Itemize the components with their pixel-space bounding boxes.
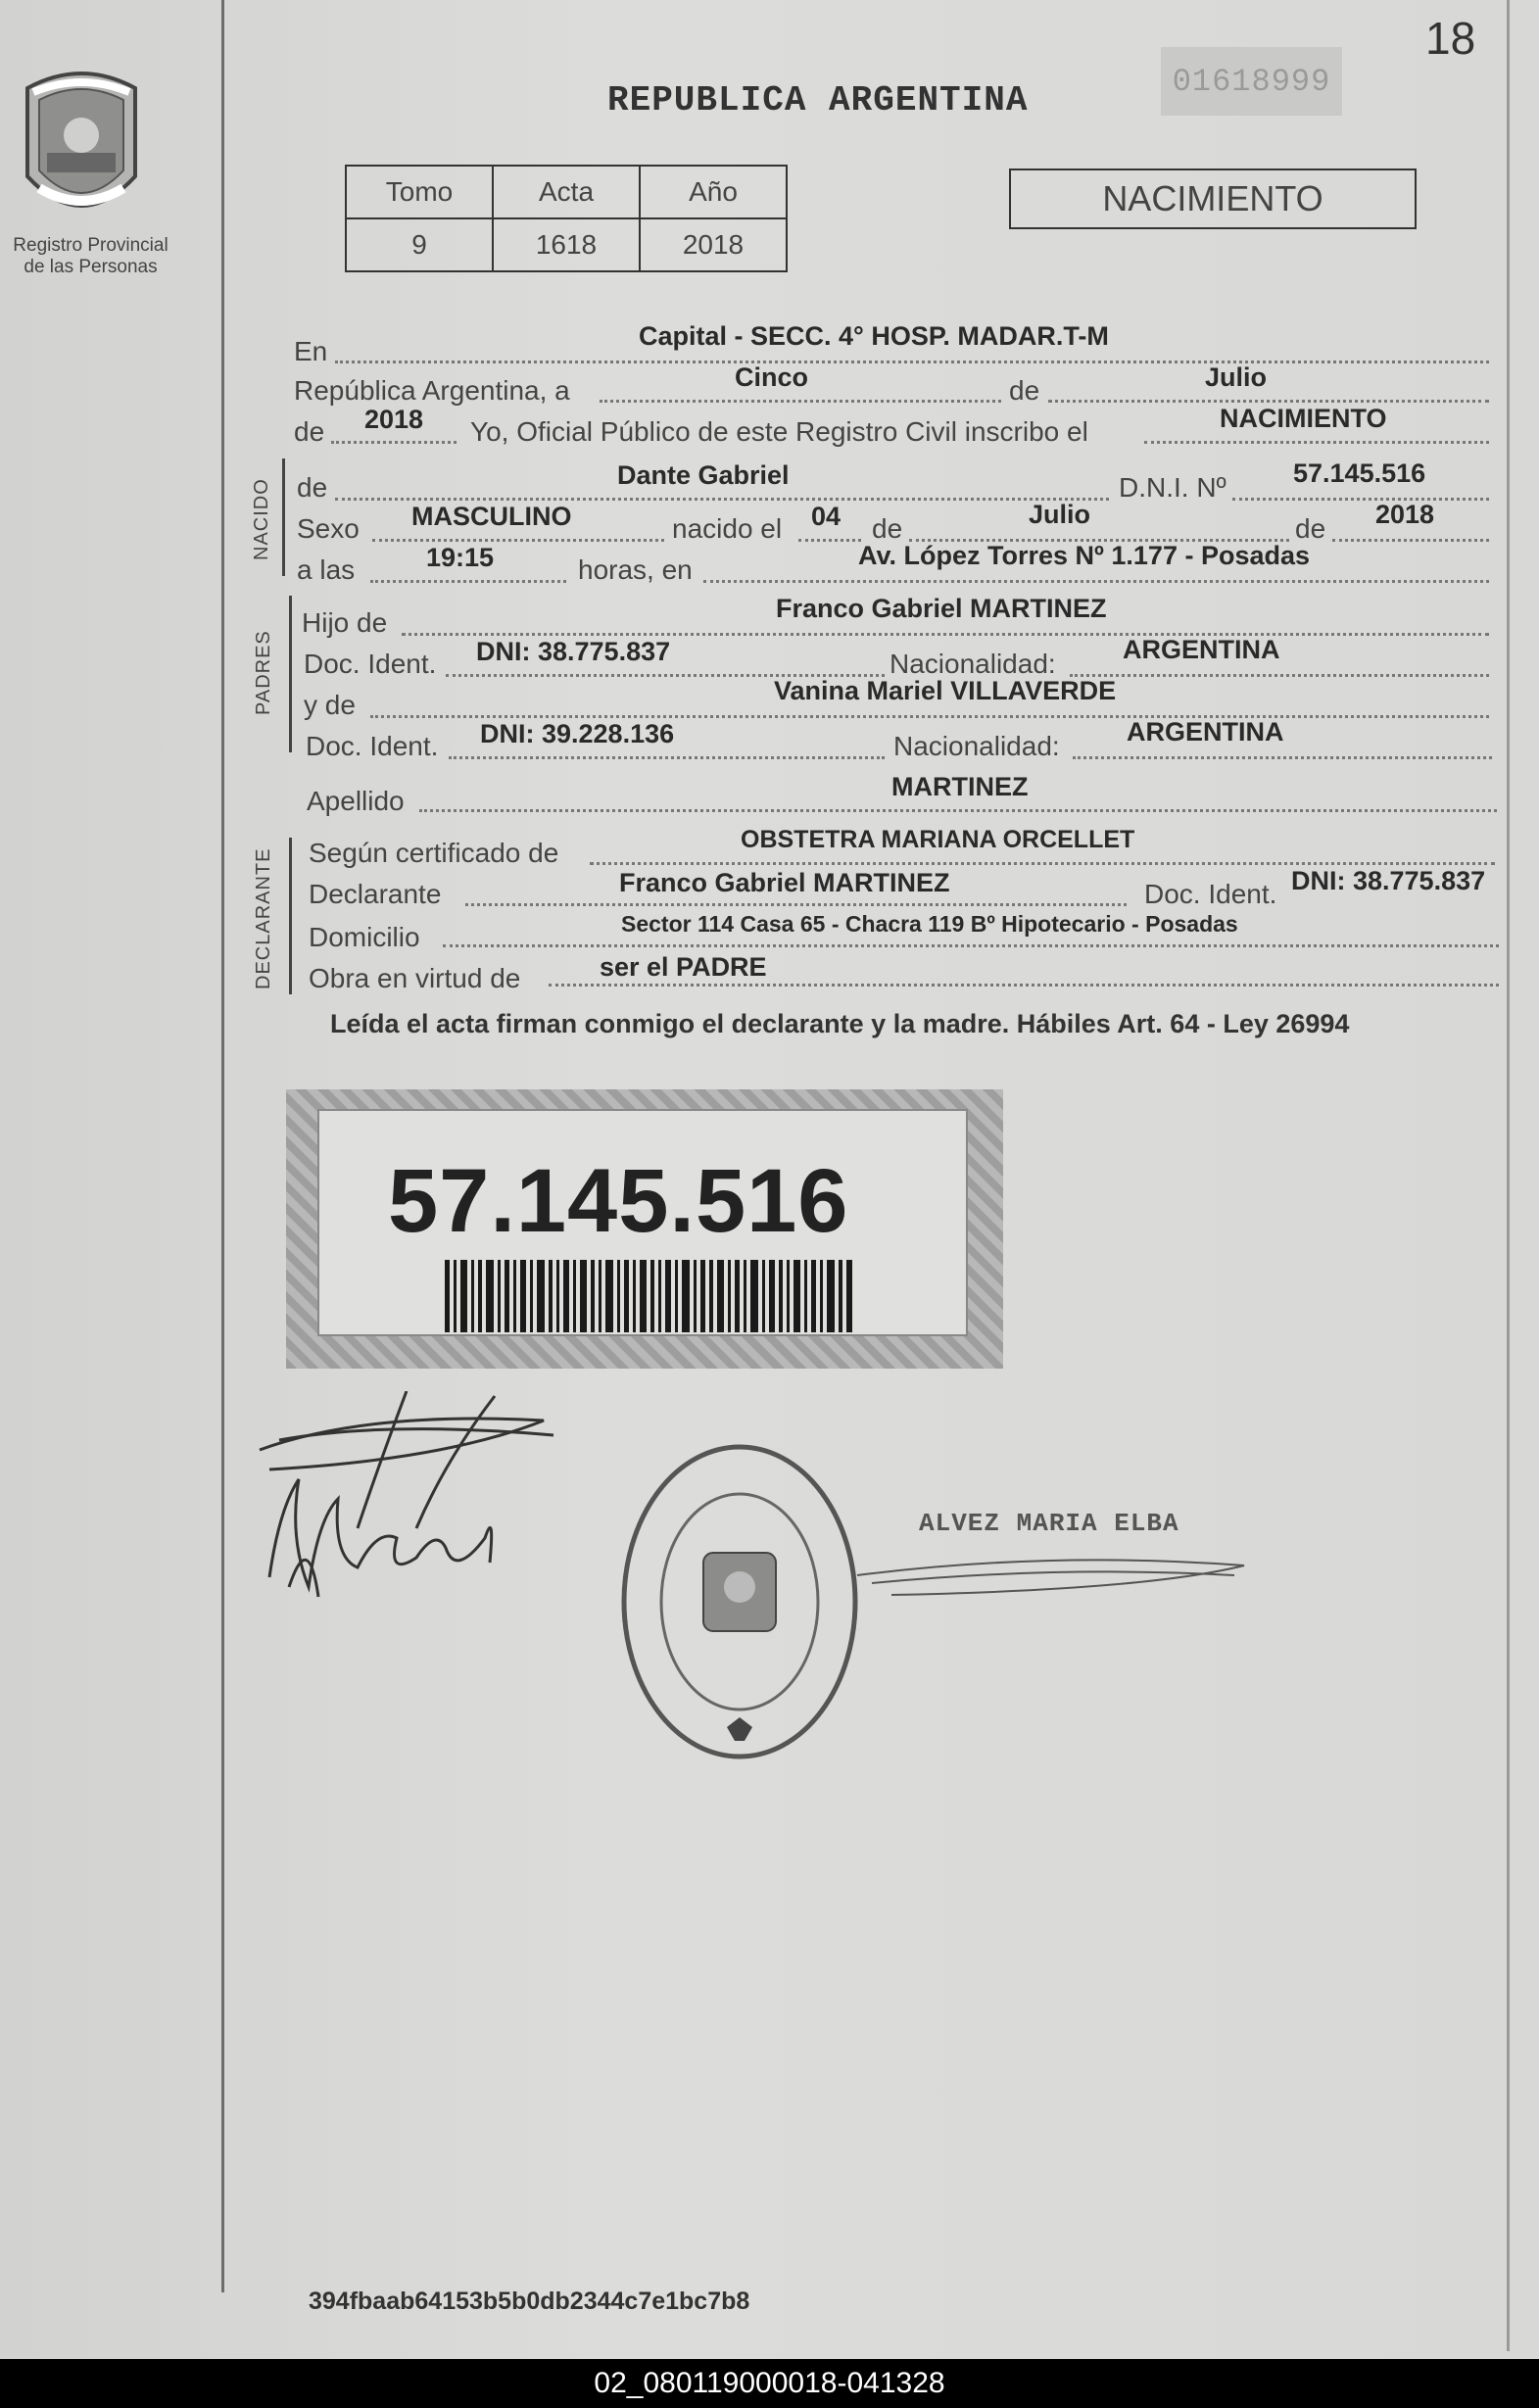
nacido-anio: 2018 xyxy=(1375,500,1435,529)
anio-field-value: 2018 xyxy=(364,405,424,434)
declarante-side-label: DECLARANTE xyxy=(253,847,274,989)
dotted-line xyxy=(465,903,1127,906)
doc2-label: Doc. Ident. xyxy=(306,731,439,761)
anio-value: 2018 xyxy=(640,218,787,271)
declarante-value: Franco Gabriel MARTINEZ xyxy=(619,868,950,897)
nacido-de-label: de xyxy=(872,513,903,544)
page-number: 18 xyxy=(1425,13,1476,64)
dotted-line xyxy=(1048,400,1489,403)
dotted-line xyxy=(549,984,1499,987)
madre-value: Vanina Mariel VILLAVERDE xyxy=(774,676,1117,705)
yo-text: Yo, Oficial Público de este Registro Civil inscribo el xyxy=(470,416,1088,447)
domicilio-value: Sector 114 Casa 65 - Chacra 119 Bº Hipotecario - Posadas xyxy=(621,911,1238,937)
dni-value: 57.145.516 xyxy=(1293,458,1426,488)
nacido-dia: 04 xyxy=(811,502,842,531)
nacido-mes: Julio xyxy=(1029,500,1091,529)
en-value: Capital - SECC. 4° HOSP. MADAR.T-M xyxy=(639,321,1109,351)
dia-value: Cinco xyxy=(735,362,809,392)
dotted-line xyxy=(1232,498,1489,501)
declarante-doc: DNI: 38.775.837 xyxy=(1291,866,1486,895)
hijo-label: Hijo de xyxy=(302,607,388,638)
official-name: ALVEZ MARIA ELBA xyxy=(919,1509,1179,1538)
nacionalidad2-label: Nacionalidad: xyxy=(893,731,1060,761)
dotted-line xyxy=(1332,539,1489,542)
dotted-line xyxy=(402,633,1489,636)
dotted-line xyxy=(372,539,664,542)
dotted-line xyxy=(1144,441,1489,444)
dotted-line xyxy=(370,715,1489,718)
dotted-line xyxy=(600,400,1001,403)
tomo-header: Tomo xyxy=(346,166,493,218)
logo-caption xyxy=(0,235,181,278)
padres-bracket xyxy=(289,596,292,752)
nombre-value: Dante Gabriel xyxy=(617,460,790,490)
lugar-value: Av. López Torres Nº 1.177 - Posadas xyxy=(858,541,1311,570)
dotted-line xyxy=(335,498,1109,501)
nacido-de2-label: de xyxy=(1295,513,1326,544)
madre-nac: ARGENTINA xyxy=(1127,717,1284,746)
declarante-bracket xyxy=(289,838,292,994)
padre-nac: ARGENTINA xyxy=(1123,635,1280,664)
declarant-signature-icon xyxy=(250,1391,573,1607)
footer-id: 02_080119000018-041328 xyxy=(0,2359,1539,2408)
padre-doc: DNI: 38.775.837 xyxy=(476,637,671,666)
madre-doc: DNI: 39.228.136 xyxy=(480,719,675,748)
dni-card-number: 57.145.516 xyxy=(388,1151,849,1251)
horas-label: horas, en xyxy=(578,554,693,585)
en-label: En xyxy=(294,336,328,366)
apellido-label: Apellido xyxy=(307,786,405,816)
dni-label: D.N.I. Nº xyxy=(1119,472,1226,503)
dotted-line xyxy=(703,580,1489,583)
nacido-label: nacido el xyxy=(672,513,783,544)
hora-value: 19:15 xyxy=(426,543,495,572)
de-label: de xyxy=(1009,375,1040,406)
act-type-box: NACIMIENTO xyxy=(1009,169,1417,229)
dotted-line xyxy=(443,944,1499,947)
segun-label: Según certificado de xyxy=(309,838,559,868)
sexo-value: MASCULINO xyxy=(411,502,572,531)
apellido-value: MARTINEZ xyxy=(891,772,1029,801)
nacido-bracket xyxy=(282,458,285,576)
dotted-line xyxy=(449,756,885,759)
mes-value: Julio xyxy=(1205,362,1268,392)
alas-label: a las xyxy=(297,554,356,585)
dotted-line xyxy=(1070,674,1489,677)
acta-value: 1618 xyxy=(493,218,640,271)
dotted-line xyxy=(419,809,1497,812)
dotted-line xyxy=(331,441,457,444)
padres-side-label: PADRES xyxy=(253,630,274,715)
domicilio-label: Domicilio xyxy=(309,922,420,952)
obra-label: Obra en virtud de xyxy=(309,963,521,993)
closing-statement: Leída el acta firman conmigo el declarante y la madre. Hábiles Art. 64 - Ley 26994 xyxy=(330,1009,1350,1038)
republica-label: República Argentina, a xyxy=(294,375,570,406)
segun-value: OBSTETRA MARIANA ORCELLET xyxy=(741,826,1135,853)
document-title: REPUBLICA ARGENTINA xyxy=(607,80,1029,120)
nacido-side-label: NACIDO xyxy=(251,478,272,560)
barcode-icon xyxy=(445,1260,856,1332)
tomo-value: 9 xyxy=(346,218,493,271)
logo-caption-line1: Registro Provincial xyxy=(13,235,168,256)
dotted-line xyxy=(590,862,1495,865)
de2-label: de xyxy=(294,416,325,447)
sexo-label: Sexo xyxy=(297,513,360,544)
right-border-line xyxy=(1507,0,1510,2351)
dotted-line xyxy=(335,361,1489,363)
nacionalidad-label: Nacionalidad: xyxy=(890,649,1056,679)
dotted-line xyxy=(370,580,566,583)
logo-caption-line2: de las Personas xyxy=(24,257,158,277)
dotted-line xyxy=(1073,756,1492,759)
nombre-label: de xyxy=(297,472,328,503)
padre-value: Franco Gabriel MARTINEZ xyxy=(776,594,1107,623)
official-signature-icon xyxy=(852,1546,1254,1605)
dni-card xyxy=(286,1089,1003,1369)
dotted-line xyxy=(798,539,861,542)
declarante-label: Declarante xyxy=(309,879,442,909)
document-hash: 394fbaab64153b5b0db2344c7e1bc7b8 xyxy=(309,2288,750,2315)
obra-value: ser el PADRE xyxy=(600,952,767,982)
doc3-label: Doc. Ident. xyxy=(1144,879,1277,909)
registry-table xyxy=(345,165,788,272)
anio-header: Año xyxy=(640,166,787,218)
serial-stamp: 01618999 xyxy=(1161,47,1342,116)
acta-header: Acta xyxy=(493,166,640,218)
registry-seal-icon xyxy=(617,1435,862,1768)
inscribo-value: NACIMIENTO xyxy=(1220,404,1387,433)
provincia-misiones-logo-icon xyxy=(18,69,145,225)
doc-label: Doc. Ident. xyxy=(304,649,437,679)
dni-card-inner xyxy=(317,1109,968,1336)
yde-label: y de xyxy=(304,690,356,720)
margin-line xyxy=(221,0,224,2292)
